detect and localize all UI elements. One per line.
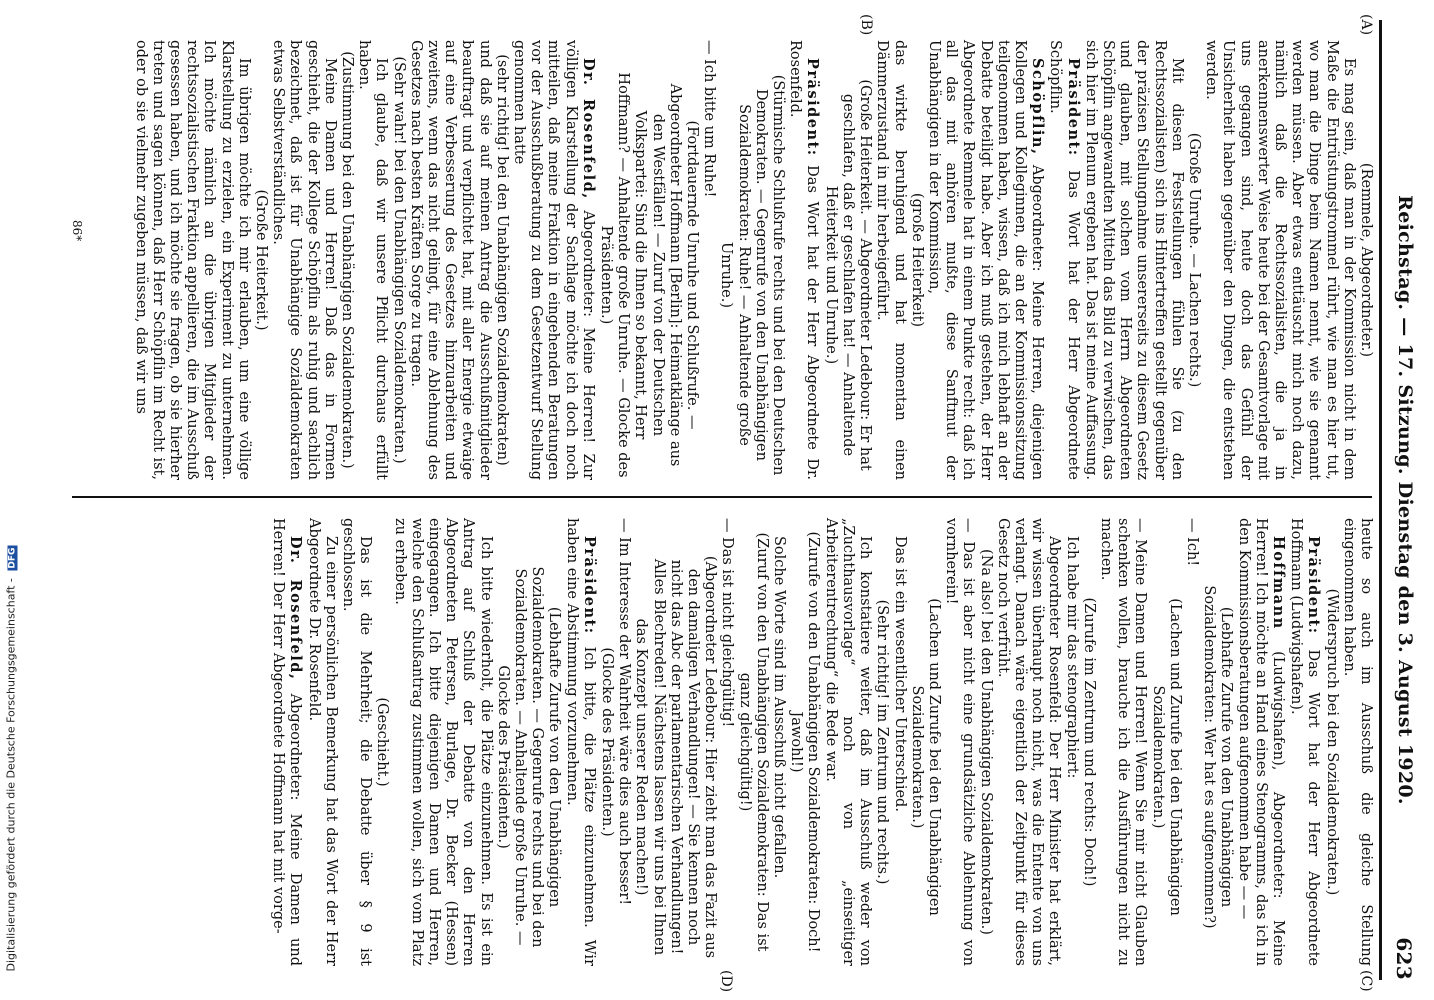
speaker-name: Dr. Rosenfeld,: [579, 58, 597, 200]
footer-number: 86*: [70, 220, 84, 242]
paragraph-text: Mit diesen Feststellungen fühlen Sie (zu den Rechtssozialisten) sich ins Hintertreffen gestellt gegenüber der präzisen Stellungnahme unsererseits zu diesem Gesetz und glauben, mit solchen vom Herrn Abgeordneten Schöpflin angewandten Mitteln das Bild zu verwischen, das sich hier im Plenum ergeben hat. Das ist meine Auffassung.: [1082, 40, 1185, 481]
header-rule: [1379, 20, 1382, 980]
paragraph: [700, 40, 717, 480]
speaker-name: Dr. Rosenfeld,: [287, 536, 305, 681]
paragraph: [1340, 518, 1374, 966]
paragraph: [1200, 518, 1234, 966]
paragraph-text: — Im Interesse der Wahrheit wäre dies auch besser!: [616, 518, 633, 906]
paragraph-text: (Zurufe im Zentrum und rechts: Doch!): [1080, 597, 1097, 887]
paragraph-text: (Fortdauernde Unruhe und Schlußrufe. — Abgeordneter Hoffmann [Berlin]: Heimatklänge aus den Westfällen! — Zuruf von der Deutschen Volkspartei: Sind die Ihnen so bekannt, Herr Hoffmann? — Anhaltende große Unruhe. — Glocke des Präsidenten.): [598, 72, 701, 478]
margin-letter-c: (C): [1358, 970, 1374, 992]
paragraph: [269, 518, 304, 966]
paragraph-text: Abgeordneter: Meine Damen und Herren! Der Herr Abgeordnete Hoffmann hat mit vorge-: [270, 518, 304, 966]
paragraph-text: Ich bitte wiederholt, die Plätze einzunehmen. Es ist ein Antrag auf Schluß der Debatte von den Herren Abgeordneten Petersen, Burlage, Dr. Becker (Hessen) eingegangen. Ich bitte diejenigen Damen und Herren, welche den Schlußantrag zustimmen wollen, sich vom Platz zu erheben.: [391, 518, 494, 966]
paragraph: [269, 40, 338, 480]
speaker-name: Präsident:: [1305, 536, 1323, 635]
left-column: [131, 40, 1374, 480]
paragraph: [908, 518, 942, 966]
paragraph: [252, 40, 269, 480]
speaker-name: Schöpflin,: [1029, 58, 1047, 156]
paragraph-text: Abgeordneter Rosenfeld: Der Herr Minister hat erklärt, wir wissen überhaupt noch nicht, was die Entente von uns verlangt. Danach wäre eigentlich der Zeitpunkt für dieses Gesetz noch verfrüht.: [994, 518, 1063, 966]
page-header: [1390, 20, 1416, 980]
paragraph-text: (Zustimmung bei den Unabhängigen Sozialdemokraten.): [339, 51, 356, 469]
paragraph-text: (Abgeordneter Ledebour: Hier zieht man das Fazit aus den damaligen Verhandlungen! — Sie kennen noch nicht das Abc der parlamentarischen Verhandlungen! Alles Blechreden! Nächstens lassen wir uns bei Ihnen das Konzept unserer Reden machen!): [633, 555, 719, 959]
paragraph-text: Das Wort hat der Herr Abgeordnete Hoffmann (Ludwigshafen).: [1288, 518, 1322, 966]
paragraph-text: Zu einer persönlichen Bemerkung hat das Wort der Herr Abgeordnete Dr. Rosenfeld.: [305, 518, 339, 966]
digitization-credit-text: Digitalisierung gefördert durch die Deutsche Forschungsgemeinschaft -: [4, 578, 18, 972]
column-divider: [72, 496, 1372, 498]
paragraph: [942, 518, 976, 966]
paragraph: [718, 518, 735, 966]
paragraph-text: Ich bitte, die Plätze einzunehmen. Wir haben eine Abstimmung vorzunehmen.: [563, 518, 597, 966]
paragraph-text: Das ist ein wesentlicher Unterschied.: [891, 536, 908, 812]
paragraph: [1185, 40, 1202, 480]
paragraph: [1148, 518, 1182, 966]
margin-letter-d: (D): [718, 970, 734, 993]
paragraph-text: und daß sie auf meinen Antrag die Ausschußmitglieder beauftragt und verpflichtet hat, mit aller Energie etwaige auf eine Verbesserung des Gesetzes hinzuarbeiten und zweitens, wenn das nicht gelingt, für eine Ablehnung des Gesetzes nach besten Kräften Sorge zu tragen.: [407, 40, 493, 480]
paragraph-text: das wirkte beruhigend und hat momentan einen Dämmerzustand in mir herbeigeführt.: [874, 40, 908, 480]
paragraph-text: Abgeordneter: Meine Herren! Zur völligen Klarstellung der Sachlage möchte ich doch noch mitteilen, daß meine Fraktion in eingehenden Beratungen vor der Ausschußberatung zu dem Gesetzentwurf Stellung genommen hatte: [511, 40, 596, 480]
paragraph-text: Ich konstatiere weiter, daß im Ausschuß weder von „Zuchthausvorlage“ noch von „einseitiger Arbeiterentrechtung“ die Rede war.: [822, 518, 874, 966]
paragraph-text: (Lebhafte Zurufe von den Unabhängigen Sozialdemokraten. — Gegenrufe rechts und bei den Sozialdemokraten. — Anhaltende große Unruhe. — Glocke des Präsidenten.): [494, 566, 563, 948]
paragraph: [562, 518, 597, 966]
paragraph-text: (Zuruf von den Unabhängigen Sozialdemokraten: Das ist ganz gleichgültig!): [736, 532, 770, 952]
margin-letter-b: (B): [858, 14, 874, 36]
paragraph-text: Es mag sein, daß man in der Kommission nicht in dem Maße die Entrüstungstrommel rührt, wie man es hier tut, wo man die Dinge beim Namen nennt, wie sie genannt werden müssen. Aber etwas enttäuscht mich noch dazu, nämlich daß die Rechtssozialisten, die ja in anerkennenswerter Weise heute bei der Gesamtvorlage mit uns gegangen sind, heute doch das Gefühl der Unsicherheit haben gegenüber den Dingen, die entstehen werden.: [1203, 40, 1357, 480]
paragraph: [890, 518, 907, 966]
paragraph: [339, 518, 373, 966]
paragraph: [598, 518, 615, 966]
paragraph: [717, 40, 786, 480]
paragraph: [304, 518, 338, 966]
paragraph-text: (Widerspruch bei den Sozialdemokraten.): [1323, 588, 1340, 896]
paragraph: [632, 518, 718, 966]
paragraph: [735, 518, 769, 966]
paragraph-text: (Na also! bei den Unabhängigen Sozialdemokraten.): [977, 549, 994, 935]
paragraph-text: (Sehr wahr! bei den Unabhängigen Sozialdemokraten.): [390, 56, 407, 464]
paragraph: [389, 40, 406, 480]
paragraph: [493, 40, 510, 480]
paragraph-text: (Glocke des Präsidenten.): [599, 647, 616, 837]
paragraph: [1322, 518, 1339, 966]
paragraph: [510, 40, 597, 480]
paragraph: [786, 40, 821, 480]
paragraph-text: (Sehr richtig! im Zentrum und rechts.): [874, 599, 891, 885]
paragraph: [787, 518, 821, 966]
paragraph-text: (Große Heiterkeit. — Abgeordneter Ledebour: Er hat geschlafen, daß er geschlafen hat! — Anhaltende Heiterkeit und Unruhe.): [822, 79, 874, 471]
paragraph: [994, 518, 1063, 966]
paragraph-text: (Geschieht.): [374, 697, 391, 787]
paragraph: [1202, 40, 1357, 480]
paragraph-text: (Zurufe von den Unabhängigen Sozialdemokraten: Doch! Jawohl!): [788, 531, 822, 953]
paragraph: [355, 40, 389, 480]
paragraph-text: (sehr richtig! bei den Unabhängigen Sozialdemokraten): [493, 54, 510, 466]
paragraph-text: Das Wort hat der Herr Abgeordnete Schöpflin.: [1047, 40, 1081, 480]
paragraph-text: (große Heiterkeit): [908, 192, 925, 328]
paragraph-text: Das ist die Mehrheit; die Debatte über § 9 ist geschlossen.: [340, 518, 374, 966]
page-number: 623: [1392, 937, 1416, 980]
paragraph-text: Ich glaube, daß wir unsere Pflicht durchaus erfüllt haben.: [356, 40, 390, 480]
paragraph: [1183, 518, 1200, 966]
paragraph-text: — Ich bitte um Ruhe!: [701, 40, 718, 198]
paragraph-text: — Meine Damen und Herren! Wenn Sie mir nicht Glauben schenken wollen, brauche ich die Ausführungen nicht zu machen.: [1097, 518, 1149, 966]
paragraph-text: (Remmele, Abgeordneter.): [1358, 162, 1374, 358]
dfg-logo: DFG: [7, 547, 18, 569]
speaker-name: Hoffmann: [1269, 536, 1287, 630]
paragraph: [1234, 518, 1287, 966]
paragraph: [615, 518, 632, 966]
paragraph-text: — Ich!: [1183, 518, 1200, 567]
paragraph-text: (Ludwigshafen), Abgeordneter: Meine Herren! Ich möchte an Hand eines Stenogramms, das ich in den Kommissionsberatungen aufgenommen habe — —: [1235, 518, 1286, 966]
paragraph-text: — Das ist nicht gleichgültig!: [719, 518, 736, 728]
paragraph: [873, 40, 907, 480]
paragraph-text: Meine Damen und Herren! Daß das in Formen geschieht, die der Kollege Schöpflin als ruhig und sachlich bezeichnet, daß ist für Unabhängige Sozialdemokraten etwas Selbstverständliches.: [270, 40, 338, 480]
paragraph: [1357, 40, 1374, 480]
paragraph: [1062, 518, 1079, 966]
paragraph: [131, 40, 251, 480]
paragraph: [1287, 518, 1322, 966]
speaker-name: Präsident:: [804, 58, 822, 157]
paragraph-text: (Lebhafte Zurufe von den Unabhängigen Sozialdemokraten: Wer hat es aufgenommen?): [1201, 585, 1235, 929]
paragraph-text: (Große Unruhe. — Lachen rechts.): [1185, 132, 1202, 388]
paragraph: [494, 518, 563, 966]
paragraph: [770, 518, 787, 966]
paragraph: [1046, 40, 1081, 480]
paragraph: [373, 518, 390, 966]
paragraph: [908, 40, 925, 480]
paragraph: [597, 40, 700, 480]
paragraph: [873, 518, 890, 966]
paragraph-text: Abgeordneter: Meine Herren, diejenigen Kollegen und Kolleginnen, die an der Kommissionssitzung teilgenommen haben, wissen, daß ich mich lebhaft an der Debatte beteiligt habe. Aber ich muß gestehen, der Herr Abgeordnete Remmele hat in einem Punkte recht: daß ich all das mit anhören mußte, diese Sanftmut der Unabhängigen in der Kommission,: [925, 40, 1046, 480]
paragraph: [390, 518, 493, 966]
paragraph-text: Ich habe mir das stenographiert:: [1063, 536, 1080, 779]
digitization-credit: [5, 22, 18, 972]
right-column: [269, 518, 1374, 966]
paragraph-text: — Das ist aber nicht eine grundsätzliche Ablehnung von vornherein!: [943, 518, 977, 966]
paragraph: [925, 40, 1046, 480]
paragraph: [822, 40, 874, 480]
paragraph-text: Solche Worte sind im Ausschuß nicht gefallen.: [771, 536, 788, 879]
paragraph-text: (Große Heiterkeit.): [253, 189, 269, 331]
digitization-sidebar: [6, 20, 20, 980]
speaker-name: Präsident:: [580, 536, 598, 635]
paragraph-text: (Stürmische Schlußrufe rechts und bei den Deutschen Demokraten. — Gegenrufe von den Unabhängigen Sozialdemokraten: Ruhe! — Anhaltende große Unruhe.): [718, 74, 787, 476]
paragraph-text: heute so auch im Ausschuß die gleiche Stellung eingenommen haben.: [1340, 518, 1374, 966]
paragraph-text: (Lachen und Zurufe bei den Unabhängigen Sozialdemokraten.): [908, 598, 942, 916]
paragraph-text: (Lachen und Zurufe bei den Unabhängigen Sozialdemokraten.): [1149, 598, 1183, 916]
paragraph: [1082, 40, 1185, 480]
paragraph: [976, 518, 993, 966]
header-title: Reichstag. — 17. Sitzung. Dienstag den 3. August 1920.: [1394, 195, 1416, 805]
paragraph-text: Das Wort hat der Herr Abgeordnete Dr. Rosenfeld.: [787, 40, 821, 480]
margin-letter-a: (A): [1358, 14, 1374, 36]
paragraph: [338, 40, 355, 480]
paragraph: [1097, 518, 1149, 966]
paragraph: [822, 518, 874, 966]
paragraph-text: Im übrigen möchte ich mir erlauben, um eine völlige Klarstellung zu erzielen, ein Experiment zu unternehmen. Ich möchte nämlich an die übrigen Mitglieder der rechtssozialistischen Fraktion appellieren, die im Ausschuß gesessen haben, und ich möchte sie fragen, ob sie hierher treten und sagen können, daß Herr Schöpflin im Recht ist, oder ob sie vielmehr zugeben müssen, daß wir uns: [132, 40, 252, 480]
speaker-name: Präsident:: [1064, 58, 1082, 157]
paragraph: [407, 40, 493, 480]
paragraph: [1080, 518, 1097, 966]
